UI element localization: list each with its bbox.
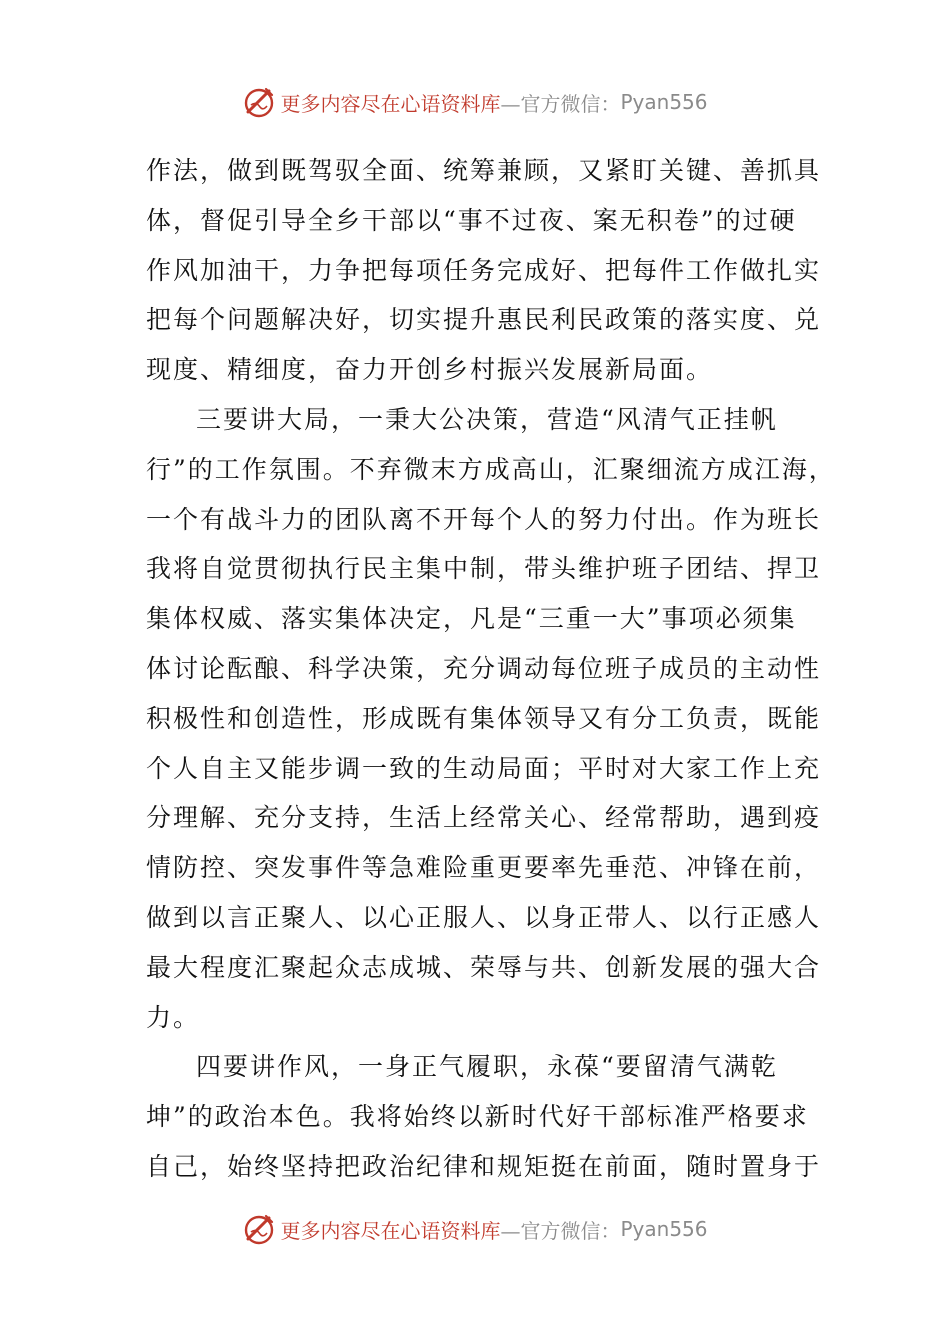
footer-banner — [0, 1209, 950, 1249]
text-line: 一个有战斗力的团队离不开每个人的努力付出。作为班长 — [146, 504, 822, 534]
text-line: 体讨论酝酿、科学决策，充分调动每位班子成员的主动性 — [146, 653, 822, 683]
text-line: 我将自觉贯彻执行民主集中制，带头维护班子团结、捍卫 — [146, 554, 822, 584]
text-line: 作法，做到既驾驭全面、统筹兼顾，又紧盯关键、善抓具 — [146, 156, 822, 185]
banner-wechat-id: Pyan556 — [620, 1217, 708, 1241]
document-body — [146, 146, 836, 1192]
text-line: 自己，始终坚持把政治纪律和规矩挺在前面，随时置身于 — [146, 1151, 822, 1181]
paragraph-start-line: 四要讲作风，一身正气履职，永葆“要留清气满乾 — [196, 1052, 778, 1082]
pen-circle-icon — [242, 1212, 276, 1246]
pen-circle-icon — [242, 85, 276, 119]
text-line: 体，督促引导全乡干部以“事不过夜、案无积卷”的过硬 — [146, 205, 797, 235]
paragraph-start-line: 三要讲大局，一秉大公决策，营造“风清气正挂帆 — [196, 404, 778, 434]
text-line: 分理解、充分支持，生活上经常关心、经常帮助，遇到疫 — [146, 803, 822, 833]
text-line: 行”的工作氛围。不弃微末方成高山，汇聚细流方成江海， — [146, 454, 836, 484]
banner-gray-text: —官方微信： — [500, 91, 621, 116]
text-line: 力。 — [146, 1002, 201, 1032]
text-line: 情防控、突发事件等急难险重更要率先垂范、冲锋在前， — [146, 853, 822, 883]
banner-wechat-id: Pyan556 — [620, 90, 708, 114]
banner-red-text: 更多内容尽在心语资料库 — [280, 91, 501, 116]
text-line: 个人自主又能步调一致的生动局面；平时对大家工作上充 — [146, 753, 822, 783]
banner-gray-text: —官方微信： — [500, 1218, 621, 1243]
text-line: 作风加油干，力争把每项任务完成好、把每件工作做扎实 — [146, 255, 822, 285]
text-line: 现度、精细度，奋力开创乡村振兴发展新局面。 — [146, 355, 714, 385]
text-line: 做到以言正聚人、以心正服人、以身正带人、以行正感人 — [146, 902, 822, 932]
text-line: 积极性和创造性，形成既有集体领导又有分工负责，既能 — [146, 703, 822, 733]
text-line: 坤”的政治本色。我将始终以新时代好干部标准严格要求 — [146, 1102, 809, 1132]
text-line: 把每个问题解决好，切实提升惠民利民政策的落实度、兑 — [146, 305, 822, 335]
text-line: 最大程度汇聚起众志成城、荣辱与共、创新发展的强大合 — [146, 952, 822, 982]
banner-red-text: 更多内容尽在心语资料库 — [280, 1218, 501, 1243]
header-banner — [0, 82, 950, 122]
text-line: 集体权威、落实集体决定，凡是“三重一大”事项必须集 — [146, 604, 797, 634]
